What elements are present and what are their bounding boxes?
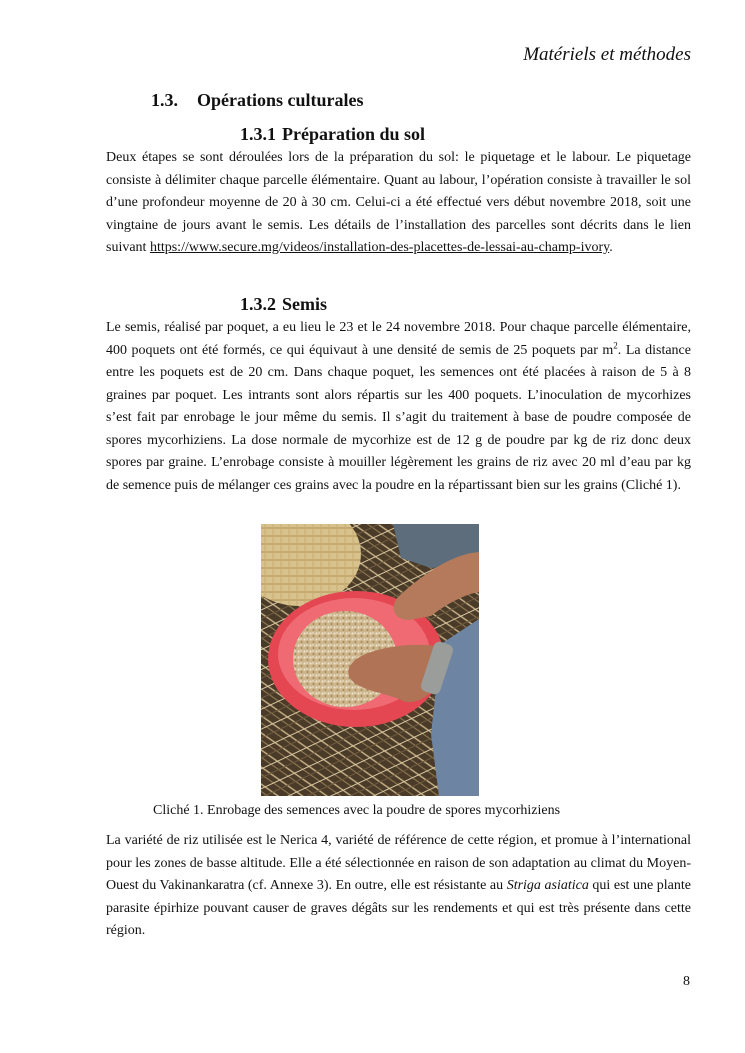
video-link[interactable]: https://www.secure.mg/videos/installation-des-placettes-de-lessai-au-champ-ivory: [149, 240, 610, 255]
paragraph-text: qui est une plante parasite épirhize pouvant causer de graves dégâts sur les rendements et qui est très présente dans cette région.: [106, 878, 691, 938]
superscript: 2: [613, 339, 618, 350]
subsection-title: Préparation du sol: [282, 124, 426, 144]
paragraph-text: . La distance entre les poquets est de 20 cm. Dans chaque poquet, les semences ont été placées à raison de 5 à 8 graines par poquet. Les intrants sont alors répartis sur les 400 poquets. L’inoculation de mycorhizes s’est fait par enrobage le jour même du semis. Il s’agit du traitement à base de poudre composée de spores mycorhiziens. La dose normale de mycorhize est de 12 g de poudre par kg de riz donc deux spores par graine. L’enrobage consiste à mouiller légèrement les grains de riz avec 20 ml d’eau par kg de semence puis de mélanger ces grains avec la poudre en la répartissant bien sur les grains (Cliché 1).: [106, 342, 691, 493]
paragraph-variety: [106, 830, 691, 943]
running-header: Matériels et méthodes: [523, 44, 691, 65]
subsection-number: 1.3.2: [240, 294, 276, 314]
figure-caption: Cliché 1. Enrobage des semences avec la poudre de spores mycorhiziens: [153, 803, 561, 818]
subsection-number: 1.3.1: [240, 124, 276, 144]
section-number: 1.3.: [151, 90, 178, 110]
subsection-heading-soil: [240, 124, 425, 145]
figure-photo: [261, 524, 479, 796]
section-title: Opérations culturales: [197, 90, 364, 110]
species-name: Striga asiatica: [506, 878, 589, 893]
paragraph-soil-preparation: [106, 147, 691, 260]
paragraph-text: La variété de riz utilisée est le Nerica 4, variété de référence de cette région, et promue à l’international pour les zones de basse altitude. Elle a été sélectionnée en raison de son adaptation au climat du Moyen-Ouest du Vakinankaratra (cf. Annexe 3). En outre, elle est résistante au: [106, 833, 691, 893]
subsection-heading-sowing: [240, 294, 327, 315]
seed-coating-photo: [261, 524, 479, 796]
paragraph-sowing: [106, 317, 691, 497]
section-heading: [151, 90, 364, 111]
subsection-title: Semis: [282, 294, 327, 314]
paragraph-text: Le semis, réalisé par poquet, a eu lieu le 23 et le 24 novembre 2018. Pour chaque parcelle élémentaire, 400 poquets ont été formés, ce qui équivaut à une densité de semis de 25 poquets par m: [106, 320, 691, 358]
paragraph-end: .: [609, 240, 613, 255]
paragraph-text: Deux étapes se sont déroulées lors de la préparation du sol: le piquetage et le labour. Le piquetage consiste à délimiter chaque parcelle élémentaire. Quant au labour, l’opération consiste à travailler le sol d’une profondeur moyenne de 20 à 30 cm. Celui-ci a été effectué vers début novembre 2018, soit une vingtaine de jours avant le semis. Les détails de l’installation des parcelles sont décrits dans le lien suivant: [106, 150, 691, 255]
page-number: 8: [683, 974, 690, 989]
